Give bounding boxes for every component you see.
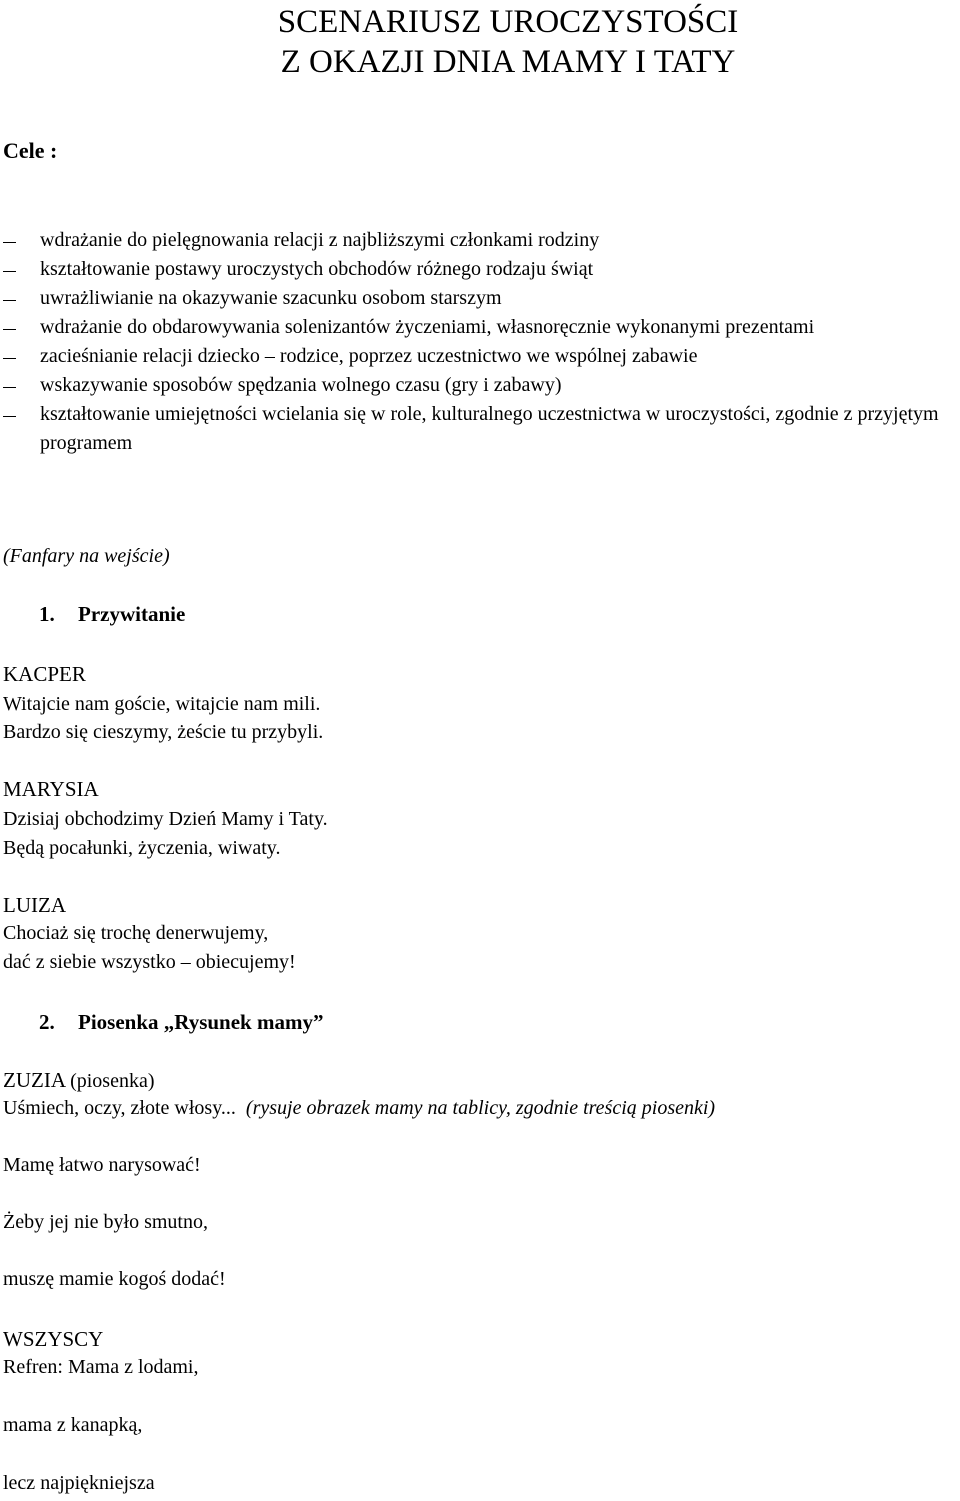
goals-list	[0, 226, 960, 458]
verse-line: Bardzo się cieszymy, żeście tu przybyli.	[3, 721, 324, 743]
verse-line: Mamę łatwo narysować!	[3, 1154, 201, 1176]
document-title	[0, 2, 960, 82]
section-number: 1.	[39, 602, 55, 626]
verse-line: muszę mamie kogoś dodać!	[3, 1268, 226, 1290]
section-title: Piosenka „Rysunek mamy”	[78, 1010, 324, 1034]
goal-item: uwrażliwianie na okazywanie szacunku osobom starszym	[0, 284, 960, 313]
speaker-name: ZUZIA	[3, 1068, 65, 1092]
goal-item: kształtowanie umiejętności wcielania się w role, kulturalnego uczestnictwa w uroczystości, zgodnie z przyjętym programem	[0, 400, 960, 458]
speaker-wszyscy: WSZYSCY	[3, 1327, 104, 1351]
verse-line: dać z siebie wszystko – obiecujemy!	[3, 951, 296, 973]
title-line-1: SCENARIUSZ UROCZYSTOŚCI	[277, 4, 739, 40]
section-heading-1	[39, 602, 185, 627]
goal-item: zacieśnianie relacji dziecko – rodzice, poprzez uczestnictwo we wspólnej zabawie	[0, 342, 960, 371]
speaker-note: (piosenka)	[70, 1070, 155, 1092]
verse-line: Refren: Mama z lodami,	[3, 1356, 199, 1378]
verse-line: Chociaż się trochę denerwujemy,	[3, 922, 269, 944]
verse-line-with-stage	[3, 1097, 715, 1120]
goal-item: wdrażanie do pielęgnowania relacji z najbliższymi członkami rodziny	[0, 226, 960, 255]
section-number: 2.	[39, 1010, 55, 1034]
goal-item: wdrażanie do obdarowywania solenizantów życzeniami, własnoręcznie wykonanymi prezentami	[0, 313, 960, 342]
verse-line: lecz najpiękniejsza	[3, 1472, 155, 1494]
verse-line: Żeby jej nie było smutno,	[3, 1211, 208, 1233]
speaker-marysia: MARYSIA	[3, 777, 99, 801]
verse-line: Będą pocałunki, życzenia, wiwaty.	[3, 837, 281, 859]
inline-stage-direction: (rysuje obrazek mamy na tablicy, zgodnie treścią piosenki)	[245, 1097, 716, 1119]
speaker-zuzia	[3, 1068, 155, 1093]
title-line-2: Z OKAZJI DNIA MAMY I TATY	[280, 44, 736, 80]
verse-line: Dzisiaj obchodzimy Dzień Mamy i Taty.	[3, 808, 328, 830]
section-title: Przywitanie	[78, 602, 186, 626]
goal-item: kształtowanie postawy uroczystych obchodów różnego rodzaju świąt	[0, 255, 960, 284]
verse-line: mama z kanapką,	[3, 1414, 143, 1436]
goal-item: wskazywanie sposobów spędzania wolnego czasu (gry i zabawy)	[0, 371, 960, 400]
speaker-luiza: LUIZA	[3, 893, 66, 917]
speaker-kacper: KACPER	[3, 662, 86, 686]
verse-line: Witajcie nam goście, witajcie nam mili.	[3, 693, 321, 715]
verse-text: Uśmiech, oczy, złote włosy...	[3, 1097, 236, 1119]
goals-heading: Cele :	[3, 138, 58, 163]
stage-direction: (Fanfary na wejście)	[3, 545, 170, 567]
section-heading-2	[39, 1010, 323, 1035]
